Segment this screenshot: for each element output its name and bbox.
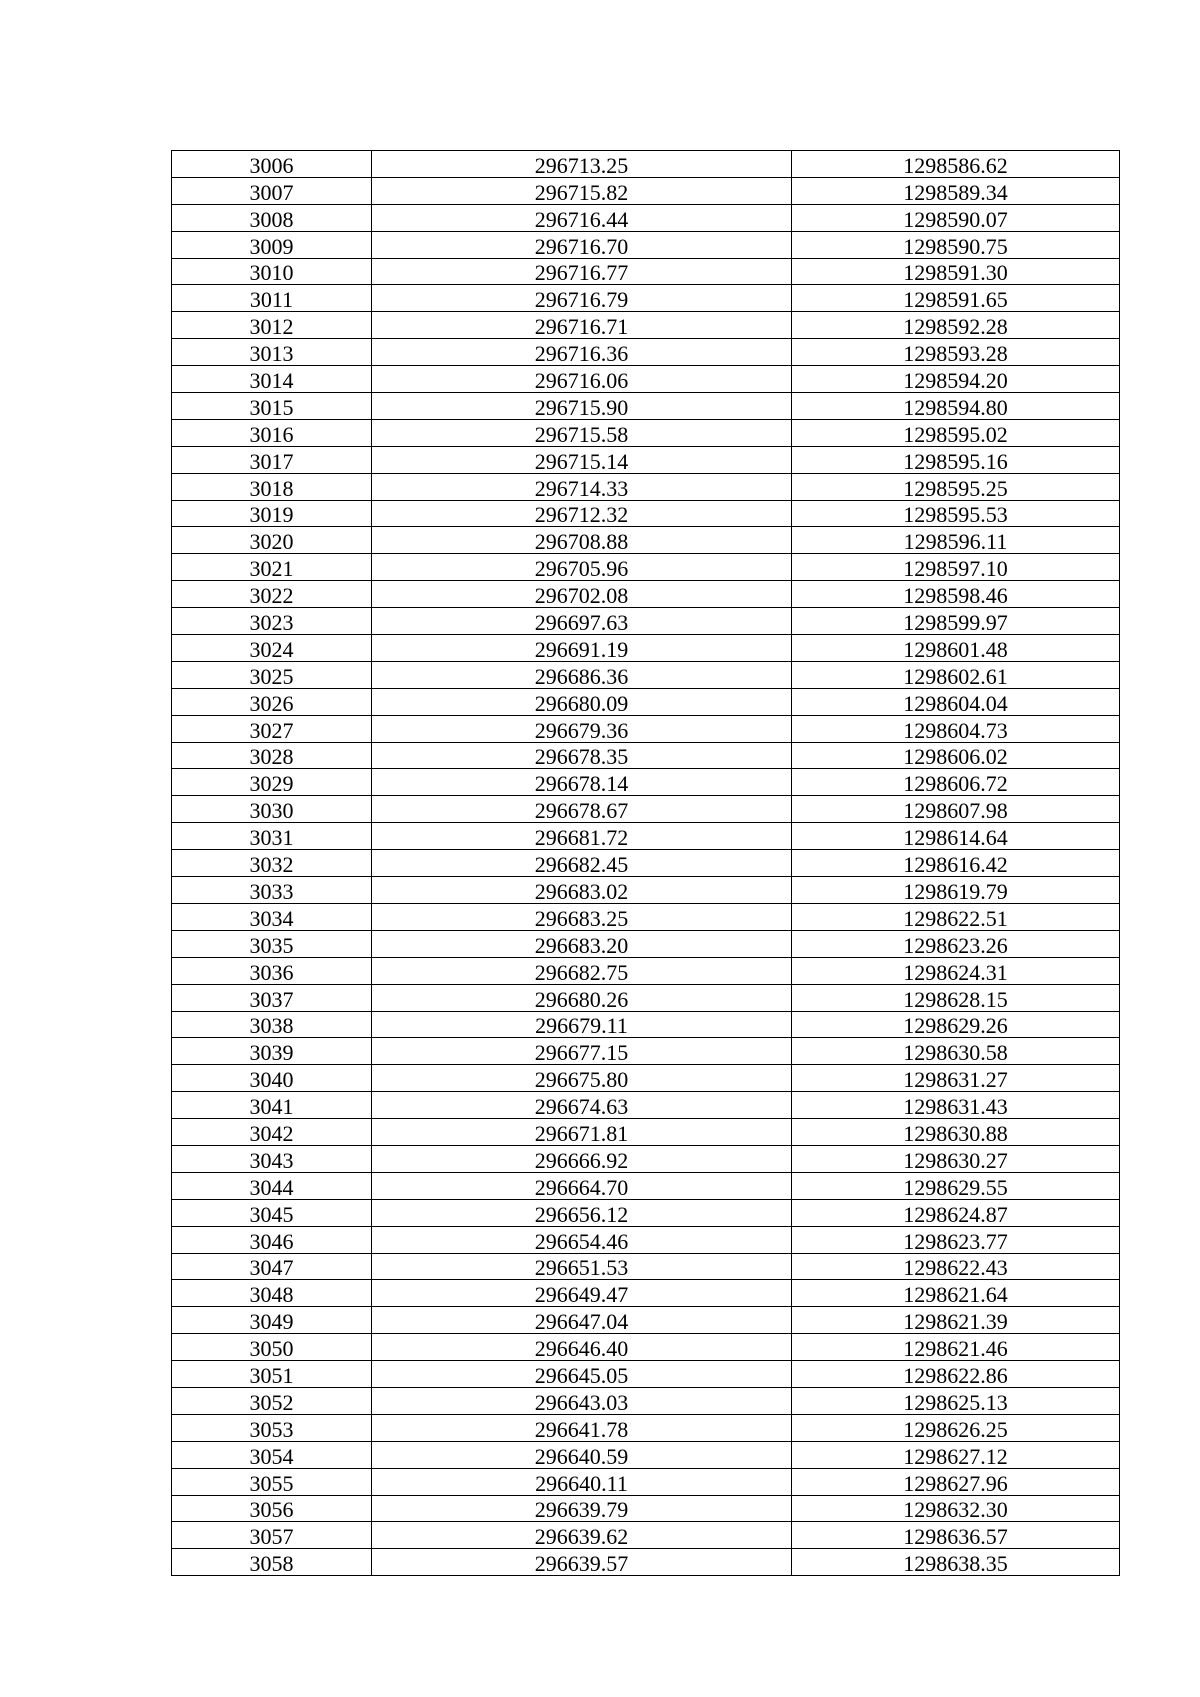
x-coordinate-cell: 296682.75: [372, 957, 792, 984]
table-row: [172, 903, 1120, 930]
x-coordinate-cell: 296715.82: [372, 177, 792, 204]
table-row: [172, 500, 1120, 527]
point-number-cell: 3054: [172, 1441, 372, 1468]
y-coordinate-cell: 1298599.97: [792, 608, 1120, 635]
point-number-cell: 3030: [172, 796, 372, 823]
y-coordinate-cell: 1298622.51: [792, 903, 1120, 930]
y-coordinate-cell: 1298623.26: [792, 930, 1120, 957]
table-row: [172, 1065, 1120, 1092]
x-coordinate-cell: 296715.90: [372, 393, 792, 420]
y-coordinate-cell: 1298616.42: [792, 850, 1120, 877]
y-coordinate-cell: 1298627.12: [792, 1441, 1120, 1468]
y-coordinate-cell: 1298601.48: [792, 635, 1120, 662]
y-coordinate-cell: 1298594.20: [792, 366, 1120, 393]
y-coordinate-cell: 1298604.04: [792, 688, 1120, 715]
point-number-cell: 3007: [172, 177, 372, 204]
y-coordinate-cell: 1298586.62: [792, 151, 1120, 178]
y-coordinate-cell: 1298630.88: [792, 1119, 1120, 1146]
point-number-cell: 3027: [172, 715, 372, 742]
coordinate-table: [171, 150, 1120, 1576]
table-row: [172, 769, 1120, 796]
table-row: [172, 312, 1120, 339]
table-row: [172, 393, 1120, 420]
table-row: [172, 688, 1120, 715]
y-coordinate-cell: 1298591.30: [792, 258, 1120, 285]
y-coordinate-cell: 1298630.27: [792, 1145, 1120, 1172]
point-number-cell: 3043: [172, 1145, 372, 1172]
x-coordinate-cell: 296716.06: [372, 366, 792, 393]
x-coordinate-cell: 296666.92: [372, 1145, 792, 1172]
x-coordinate-cell: 296647.04: [372, 1307, 792, 1334]
point-number-cell: 3050: [172, 1334, 372, 1361]
y-coordinate-cell: 1298626.25: [792, 1414, 1120, 1441]
table-row: [172, 608, 1120, 635]
table-row: [172, 984, 1120, 1011]
x-coordinate-cell: 296646.40: [372, 1334, 792, 1361]
table-row: [172, 339, 1120, 366]
point-number-cell: 3052: [172, 1387, 372, 1414]
table-row: [172, 1119, 1120, 1146]
x-coordinate-cell: 296645.05: [372, 1361, 792, 1388]
table-row: [172, 151, 1120, 178]
y-coordinate-cell: 1298622.43: [792, 1253, 1120, 1280]
point-number-cell: 3028: [172, 742, 372, 769]
x-coordinate-cell: 296691.19: [372, 635, 792, 662]
table-row: [172, 850, 1120, 877]
table-row: [172, 204, 1120, 231]
point-number-cell: 3006: [172, 151, 372, 178]
x-coordinate-cell: 296664.70: [372, 1172, 792, 1199]
y-coordinate-cell: 1298628.15: [792, 984, 1120, 1011]
table-row: [172, 1226, 1120, 1253]
y-coordinate-cell: 1298621.64: [792, 1280, 1120, 1307]
x-coordinate-cell: 296649.47: [372, 1280, 792, 1307]
point-number-cell: 3045: [172, 1199, 372, 1226]
x-coordinate-cell: 296682.45: [372, 850, 792, 877]
point-number-cell: 3039: [172, 1038, 372, 1065]
table-row: [172, 1549, 1120, 1576]
point-number-cell: 3037: [172, 984, 372, 1011]
point-number-cell: 3036: [172, 957, 372, 984]
point-number-cell: 3033: [172, 877, 372, 904]
y-coordinate-cell: 1298604.73: [792, 715, 1120, 742]
y-coordinate-cell: 1298607.98: [792, 796, 1120, 823]
y-coordinate-cell: 1298629.26: [792, 1011, 1120, 1038]
table-row: [172, 446, 1120, 473]
x-coordinate-cell: 296697.63: [372, 608, 792, 635]
table-row: [172, 1172, 1120, 1199]
y-coordinate-cell: 1298629.55: [792, 1172, 1120, 1199]
y-coordinate-cell: 1298636.57: [792, 1522, 1120, 1549]
y-coordinate-cell: 1298631.27: [792, 1065, 1120, 1092]
point-number-cell: 3025: [172, 661, 372, 688]
point-number-cell: 3048: [172, 1280, 372, 1307]
table-row: [172, 419, 1120, 446]
table-row: [172, 527, 1120, 554]
point-number-cell: 3040: [172, 1065, 372, 1092]
point-number-cell: 3024: [172, 635, 372, 662]
point-number-cell: 3047: [172, 1253, 372, 1280]
table-row: [172, 1495, 1120, 1522]
table-row: [172, 1361, 1120, 1388]
table-row: [172, 1145, 1120, 1172]
table-row: [172, 957, 1120, 984]
y-coordinate-cell: 1298596.11: [792, 527, 1120, 554]
table-row: [172, 877, 1120, 904]
x-coordinate-cell: 296705.96: [372, 554, 792, 581]
x-coordinate-cell: 296675.80: [372, 1065, 792, 1092]
table-row: [172, 1038, 1120, 1065]
x-coordinate-cell: 296683.25: [372, 903, 792, 930]
y-coordinate-cell: 1298625.13: [792, 1387, 1120, 1414]
y-coordinate-cell: 1298595.16: [792, 446, 1120, 473]
point-number-cell: 3034: [172, 903, 372, 930]
point-number-cell: 3018: [172, 473, 372, 500]
x-coordinate-cell: 296716.77: [372, 258, 792, 285]
point-number-cell: 3053: [172, 1414, 372, 1441]
y-coordinate-cell: 1298622.86: [792, 1361, 1120, 1388]
point-number-cell: 3032: [172, 850, 372, 877]
x-coordinate-cell: 296678.14: [372, 769, 792, 796]
point-number-cell: 3015: [172, 393, 372, 420]
x-coordinate-cell: 296679.36: [372, 715, 792, 742]
table-row: [172, 554, 1120, 581]
point-number-cell: 3023: [172, 608, 372, 635]
x-coordinate-cell: 296716.71: [372, 312, 792, 339]
point-number-cell: 3055: [172, 1468, 372, 1495]
point-number-cell: 3026: [172, 688, 372, 715]
y-coordinate-cell: 1298627.96: [792, 1468, 1120, 1495]
table-row: [172, 1468, 1120, 1495]
point-number-cell: 3049: [172, 1307, 372, 1334]
point-number-cell: 3038: [172, 1011, 372, 1038]
table-row: [172, 177, 1120, 204]
x-coordinate-cell: 296716.79: [372, 285, 792, 312]
y-coordinate-cell: 1298624.31: [792, 957, 1120, 984]
point-number-cell: 3022: [172, 581, 372, 608]
table-row: [172, 661, 1120, 688]
y-coordinate-cell: 1298595.02: [792, 419, 1120, 446]
point-number-cell: 3029: [172, 769, 372, 796]
y-coordinate-cell: 1298597.10: [792, 554, 1120, 581]
y-coordinate-cell: 1298624.87: [792, 1199, 1120, 1226]
x-coordinate-cell: 296716.44: [372, 204, 792, 231]
x-coordinate-cell: 296702.08: [372, 581, 792, 608]
y-coordinate-cell: 1298602.61: [792, 661, 1120, 688]
table-row: [172, 258, 1120, 285]
x-coordinate-cell: 296639.57: [372, 1549, 792, 1576]
point-number-cell: 3046: [172, 1226, 372, 1253]
point-number-cell: 3016: [172, 419, 372, 446]
x-coordinate-cell: 296639.79: [372, 1495, 792, 1522]
point-number-cell: 3051: [172, 1361, 372, 1388]
point-number-cell: 3042: [172, 1119, 372, 1146]
point-number-cell: 3056: [172, 1495, 372, 1522]
x-coordinate-cell: 296680.09: [372, 688, 792, 715]
point-number-cell: 3044: [172, 1172, 372, 1199]
y-coordinate-cell: 1298595.25: [792, 473, 1120, 500]
table-row: [172, 473, 1120, 500]
table-row: [172, 1280, 1120, 1307]
y-coordinate-cell: 1298614.64: [792, 823, 1120, 850]
point-number-cell: 3031: [172, 823, 372, 850]
table-row: [172, 1011, 1120, 1038]
table-row: [172, 796, 1120, 823]
x-coordinate-cell: 296641.78: [372, 1414, 792, 1441]
point-number-cell: 3020: [172, 527, 372, 554]
y-coordinate-cell: 1298590.75: [792, 231, 1120, 258]
x-coordinate-cell: 296716.36: [372, 339, 792, 366]
x-coordinate-cell: 296643.03: [372, 1387, 792, 1414]
point-number-cell: 3017: [172, 446, 372, 473]
x-coordinate-cell: 296677.15: [372, 1038, 792, 1065]
point-number-cell: 3041: [172, 1092, 372, 1119]
x-coordinate-cell: 296708.88: [372, 527, 792, 554]
x-coordinate-cell: 296686.36: [372, 661, 792, 688]
y-coordinate-cell: 1298619.79: [792, 877, 1120, 904]
point-number-cell: 3014: [172, 366, 372, 393]
x-coordinate-cell: 296714.33: [372, 473, 792, 500]
point-number-cell: 3012: [172, 312, 372, 339]
x-coordinate-cell: 296678.35: [372, 742, 792, 769]
point-number-cell: 3058: [172, 1549, 372, 1576]
x-coordinate-cell: 296712.32: [372, 500, 792, 527]
y-coordinate-cell: 1298591.65: [792, 285, 1120, 312]
table-row: [172, 1441, 1120, 1468]
x-coordinate-cell: 296680.26: [372, 984, 792, 1011]
table-row: [172, 285, 1120, 312]
point-number-cell: 3011: [172, 285, 372, 312]
y-coordinate-cell: 1298598.46: [792, 581, 1120, 608]
y-coordinate-cell: 1298621.39: [792, 1307, 1120, 1334]
table-row: [172, 1253, 1120, 1280]
table-row: [172, 1307, 1120, 1334]
x-coordinate-cell: 296716.70: [372, 231, 792, 258]
x-coordinate-cell: 296640.59: [372, 1441, 792, 1468]
y-coordinate-cell: 1298590.07: [792, 204, 1120, 231]
coordinate-table-body: [172, 151, 1120, 1576]
table-row: [172, 231, 1120, 258]
x-coordinate-cell: 296715.58: [372, 419, 792, 446]
x-coordinate-cell: 296683.02: [372, 877, 792, 904]
y-coordinate-cell: 1298621.46: [792, 1334, 1120, 1361]
y-coordinate-cell: 1298623.77: [792, 1226, 1120, 1253]
table-row: [172, 1414, 1120, 1441]
y-coordinate-cell: 1298589.34: [792, 177, 1120, 204]
table-row: [172, 1334, 1120, 1361]
x-coordinate-cell: 296674.63: [372, 1092, 792, 1119]
x-coordinate-cell: 296683.20: [372, 930, 792, 957]
table-row: [172, 1522, 1120, 1549]
x-coordinate-cell: 296681.72: [372, 823, 792, 850]
y-coordinate-cell: 1298606.02: [792, 742, 1120, 769]
x-coordinate-cell: 296640.11: [372, 1468, 792, 1495]
table-row: [172, 930, 1120, 957]
y-coordinate-cell: 1298593.28: [792, 339, 1120, 366]
point-number-cell: 3057: [172, 1522, 372, 1549]
point-number-cell: 3021: [172, 554, 372, 581]
table-row: [172, 1092, 1120, 1119]
table-row: [172, 742, 1120, 769]
x-coordinate-cell: 296639.62: [372, 1522, 792, 1549]
x-coordinate-cell: 296656.12: [372, 1199, 792, 1226]
x-coordinate-cell: 296651.53: [372, 1253, 792, 1280]
point-number-cell: 3013: [172, 339, 372, 366]
table-row: [172, 581, 1120, 608]
y-coordinate-cell: 1298595.53: [792, 500, 1120, 527]
table-row: [172, 823, 1120, 850]
table-row: [172, 366, 1120, 393]
y-coordinate-cell: 1298631.43: [792, 1092, 1120, 1119]
y-coordinate-cell: 1298606.72: [792, 769, 1120, 796]
y-coordinate-cell: 1298632.30: [792, 1495, 1120, 1522]
y-coordinate-cell: 1298630.58: [792, 1038, 1120, 1065]
x-coordinate-cell: 296654.46: [372, 1226, 792, 1253]
x-coordinate-cell: 296715.14: [372, 446, 792, 473]
x-coordinate-cell: 296713.25: [372, 151, 792, 178]
x-coordinate-cell: 296678.67: [372, 796, 792, 823]
y-coordinate-cell: 1298592.28: [792, 312, 1120, 339]
point-number-cell: 3009: [172, 231, 372, 258]
point-number-cell: 3008: [172, 204, 372, 231]
y-coordinate-cell: 1298594.80: [792, 393, 1120, 420]
x-coordinate-cell: 296671.81: [372, 1119, 792, 1146]
point-number-cell: 3035: [172, 930, 372, 957]
x-coordinate-cell: 296679.11: [372, 1011, 792, 1038]
table-row: [172, 715, 1120, 742]
point-number-cell: 3019: [172, 500, 372, 527]
table-row: [172, 635, 1120, 662]
table-row: [172, 1199, 1120, 1226]
point-number-cell: 3010: [172, 258, 372, 285]
y-coordinate-cell: 1298638.35: [792, 1549, 1120, 1576]
table-row: [172, 1387, 1120, 1414]
